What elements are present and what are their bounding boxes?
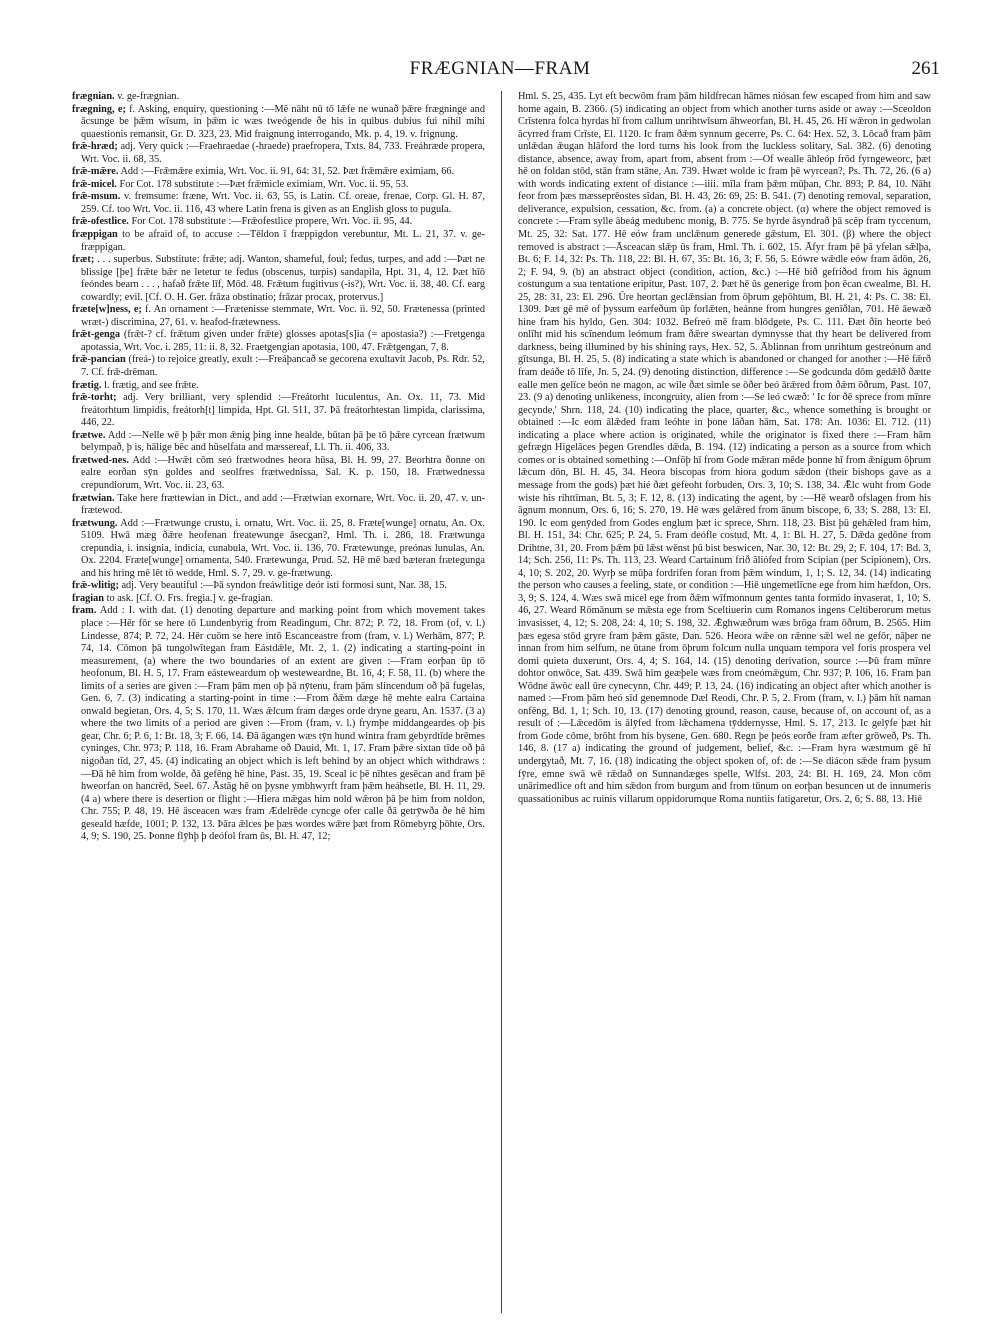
entry-headword: frǣ-pancian xyxy=(72,354,126,366)
entry-headword: frægnian. xyxy=(72,91,115,102)
page-number: 261 xyxy=(911,58,940,79)
dictionary-entry xyxy=(72,354,485,379)
dictionary-entry xyxy=(72,91,485,104)
entry-text: (freá-) to rejoice greatly, exult :—Freáþancað se gecorena exultavit Jacob, Ps. Rdr. 52, 7. Cf. frǣ-drēman. xyxy=(81,354,485,379)
entry-headword: fram. xyxy=(72,605,97,617)
entry-headword: frætwed-nes. xyxy=(72,454,129,466)
entry-text: l. frætig, and see frǣte. xyxy=(104,379,199,391)
entry-text: to be afraid of, to accuse :—Tēldon ī fræppigdon verebuntur, Mt. L. 21, 37. v. ge-fræppigan. xyxy=(81,229,485,253)
entry-text: Add :—Frǣmǣre eximia, Wrt. Voc. ii. 91, 64: 31, 52. Þæt frǣmǣre eximiam, 66. xyxy=(120,166,455,178)
dictionary-entry xyxy=(72,392,485,430)
entry-text: f. An ornament :—Frætenisse stemmate, Wrt. Voc. ii. 92, 50. Frætenessa (printed wræt-) discrimina, 27, 61. v. heafod-frætewness. xyxy=(81,304,485,328)
entry-headword: fræte[w]ness, e; xyxy=(72,304,142,316)
entry-headword: fragian xyxy=(72,592,105,604)
entry-text: Hml. S. 25, 435. Lyt eft becwōm fram þām hildfrecan hāmes niósan few escaped from him and saw home again, B. 2366. (5) indicating an object from which another turns aside or away :—Sceoldon Crīstenra folca hyrdas hī from callum unrihtwīsum āhweorfan, Bl. H. 45, 26. Hī wǣron in gedwolan ācyrred fram Crīste, El. 1120. Ic fram ðǣm synnum gecerre, Ps. C. 64: Hex. 52, 3. Lōcað fram þām unlǣdan ǣugan hlāford the lord turns his look from the luckless solitary, Sal. 382. (6) denoting distance, absence, away from, apart from, absent from :—Of wealle āhleóp frōd fyrngeweorc, þæt hē on foldan stōd, stān fram stāne, An. 739. Hwæt wolde ic fram þē wyrcean?, Ps. Th. 72, 26. (6 a) with words indicating extent of distance :—iiii. mīla fram þǣm mūþan, Chr. 893; P. 84, 10. Nāht feor from þæs mæsseprēostes sīdan, Bl. H. 43, 26: 69, 25: B. 541. (7) denoting removal, separation, deliverance, expulsion, cessation, &c. from. (a) a concrete object. (α) where the object removed is concrete :—Fram sylle ābeág medubenc monig, B. 775. Se hyrde āsyndrað þā scēp fram tyccenum, Mt. 25, 32: Sat. 177. Hē eów fram unclǣnum generede gǣstum, El. 301. (β) where the object removed is abstract :—Āsceacan slǣp ūs fram, Hml. Th. i. 602, 15. Āfyr fram þē þā yfelan sǣlþa, Bt. 6; F. 14, 32: Ps. Th. 118, 22: Bl. H. 67, 35: Bt. 16, 3; F. 56, 5. Eówre wǣdle eów fram ādōn, 26, 2; F. 94, 9. (b) an abstract object (condition, action, &c.) :—Hē bið gefriðod from his āgnum costungum a sua tentatione eripitur, Past. 107, 2. Þæt hē ūs generige from þon ēcan cwealme, Bl. H. 25, 28: 31, 23: El. 296. Ūre heortan geclǣnsian from ōþrum geþōhtum, Bl. H. 21, 4: Ps. C. 38: El. 1309. Þæt gē mē of þyssum earfeðum ūp forlǣten, heánne from hungres genīðlan, 701. Hē āewæð hine fram his hyldo, Gen. 304: 1032. Befreó mē fram blōdgete, Ps. C. 111. Ðæt ðīn heorte beó onlīht mid his scīnendum leómum fram ðǣre sweartan dymnysse that thy heart be delivered from darkness, being illumined by his shining rays, Hex. 52, 5. Āblinnan from unrihtum gestreónum and gītsunga, Bl. H. 25, 5. (8) indicating a state which is abandoned or changed for another :—Hē fǣrð fram deáðe tō līfe, Jn. 5, 24. (9) denoting distinction, difference :—Se godcunda dōm gedǣlð ðætte ealle men gelīce beón ne magon, ac wile ðæt simle se ōðer beó ārǣred from ðǣm ōðrum, Past. 107, 23. (9 a) denoting unlikeness, incongruity, alien from :—Se leó cwæð: ' Ic for ðē sprece from mīnre gecynde,' Shrn. 118, 24. (10) indicating the place, quarter, &c., whence something is brought or obtained :—Ic eom ālǣded fram leóhte in þone lāðan hām, Sat. 178: An. 1036: El. 712. (11) indicating a place where action is originated, while the originator is fixed there :—Fram hām gefrægn Higelāces þegen Grendles dǣda, B. 194. (12) indicating a person as a source from which comes or is obtained something :—Onfōþ hī from Gode mǣran mēde þonne hī from ǣnigum ōþrum lǣcum dōn, Bl. H. 45, 34. Heora biscopas from hiora godum sǣdon (their bishops gave as a message from the gods) þæt hié ðæt gefeoht forbuden, Ors. 3, 10; S. 138, 34. Ǣlc wuht from Gode wiste his rihttīman, Bt. 5, 3; F. 12, 8. (13) indicating the agent, by :—Hē wearð ofslagen from his āgnum monnum, Ors. 6, 16; S. 270, 19. Hē wæs gelǣred from ānum biscope, 6, 33; S. 288, 13: El. 190. Ic eom genȳded from Godes englum þæt ic sprece, Shrn. 118, 23. Bist þū gehǣled fram him, Bl. H. 151, 34: Chr. 625; P. 24, 5. Fram deófle costud, Mt. 4, 1: Bl. H. 27, 5. Dǣda gedōne from Drihtne, 31, 20. From þǣm þū lǣst wēnst þū bist beswicen, Nar. 30, 12: Bt. 29, 2; F. 104, 17: Bd. 3, 14; Sch. 256, 11: Ps. Th. 113, 23. Weard Cartainum frið āliófed from Scipian (per Scipionem), Ors. 4, 10; S. 202, 20. Wyrþ se mūþa fordrifen foran from þǣm windum, 1, 1; S. 12, 34. (14) indicating the person who causes a feeling, state, or condition :—Hiē ungemetlīcne ege from him hæfdon, Ors. 3, 9; S. 124, 4. Wæs swā micel ege from ðǣm wīfmonnum gentes tanta formido invaserat, 1, 10; S. 46, 27. Weard Rōmānum se mǣsta ege from Sceltiuerin cum Romanos ingens Celtiberorum metus invasisset, 4, 12; S. 208, 24: 4, 10; S. 198, 32. Ǣghwæðrum wæs brōga fram ōðrum, B. 2565. Him þæs egesa stōd gryre fram þǣm gāste, Dan. 526. Heora wǣe on rǣnne sǣl wel ne gefōr, nāþer ne innan from him selfum, ne ūtane from ōþrum folcum nulla unquam tempora vel foris prospera vel domi quieta duxerunt, Ors. 4, 4; S. 164, 14. (15) denoting derivation, source :—Þū fram mīnre dohtor onwōce, Sat. 439. Swā him geæþele wæs from cneómǣgum, Chr. 937; P. 106, 16. Fram þan Wōdne āwōc eall ūre cynecynn, Chr. 449; P. 13, 24. (16) indicating an object after which another is named :—From þām heó sīd genemnode Dæl Reodi, Chr. P. 5, 2. From (fram, v. l.) þām hīt naman onfēng, Bd. 1, 1; Sch. 10, 13. (17) denoting ground, reason, cause, because of, on account of, as a result of :—Lǣcedōm is ālȳfed from lǣchamena tȳddernysse, Hml. S. 17, 213. Ic gelȳfe þæt hit from Gode cōme, brōht from his bysene, Gen. 680. Regn þe þeós eorðe fram æfter grōweð, Ps. Th. 146, 8. (17 a) indicating the ground of judgement, belief, &c. :—Fram hyra wæstmum gē hī undergytað, Mt. 7, 16. (18) indicating the object spoken of, of: de :—Se diácon sǣde fram þysum fȳre, emne swā wē rǣdað on Sunnandæges spelle, Wlfst. 203, 24: Bl. H. 169, 24. Mon cōm unārimedlice oft and him sǣdon from burgum and from tūnum on eorþan besuncen ut de innumeris quassationibus ac ruinis villarum oppidorumque Roma nuntiis fatigaretur, Ors. 2, 6; S. 88, 13. Hiē xyxy=(518,91,931,805)
entry-headword: frǣt-genga xyxy=(72,329,121,341)
entry-headword: fræt; xyxy=(72,254,95,266)
dictionary-entry xyxy=(72,229,485,254)
entry-text: Take here frættewian in Dict., and add :—Frætwian exornare, Wrt. Voc. ii. 20, 47. v. un-frætewod. xyxy=(81,492,485,517)
entry-text: . . . superbus. Substitute: frǣte; adj. Wanton, shameful, foul; fedus, turpes, and add :—Þæt ne blissige [þe] frǣte bǣr ne letetur te fedus (obscenus, turpis) sandapila, Hpt. 31, 4, 12. Þæt hīō feóndes bearn . . . , hafað frǣte līf, Mōd. 48. Frǣtum fugitivus (-is?), Wrt. Voc. ii. 38, 40. Cf. earg cowardly; evil. [Cf. O. H. Ger. frāza obstinatio; frāzar procax, protervus.] xyxy=(81,254,485,303)
left-column xyxy=(72,91,485,1316)
entry-headword: frætig. xyxy=(72,379,102,391)
dictionary-entry xyxy=(72,593,485,606)
dictionary-entry xyxy=(518,91,931,806)
entry-text: For Cot. 178 substitute :—Þæt frǣmicle eximiam, Wrt. Voc. ii. 95, 53. xyxy=(119,178,409,190)
dictionary-entry xyxy=(72,104,485,142)
dictionary-entry xyxy=(72,304,485,329)
entry-text: adj. Very quick :—Fraehraedae (-hraede) praefropera, Txts. 84, 733. Freáhræde propera, Wrt. Voc. ii. 68, 35. xyxy=(81,141,485,165)
entry-text: Add :—Frætwunge crustu, i. ornatu, Wrt. Voc. ii. 25, 8. Fræte[wunge] ornatu, An. Ox. 5109. Hwā mæg ðǣre heofenan freatewunge āsecgan?, Hml. Th. i. 286, 18. Frætwunga crepundia, i. insignia, indicia, cunabula, Wrt. Voc. ii. 136, 70. Frætewunge, preónas lunulas, An. Ox. 2204. Fræte[wunge] ornamenta, 540. Frætewunga, Prud. 52. Hē mē bæd bæteran frætegunga and his hring mē lēt tō wedde, Hml. S. 7, 29. v. ge-frætwung. xyxy=(81,517,485,579)
dictionary-entry xyxy=(72,455,485,493)
entry-headword: fræppigan xyxy=(72,229,118,241)
entry-text: (frǣt-? cf. frǣtum given under frǣte) glosses apotas[s]ia (= apostasia?) :—Fretgenga apotassia, Wrt. Voc. i. 285, 11: ii. 8, 32. Fraetgengian apotasia, 100, 47. Frǣtgengan, 7, 8. xyxy=(81,329,485,353)
entry-text: Add :—Nelle wē þ þǣr mon ǣnig þing inne healde, būtan þā þe tō þǣre cyrcean frætwum belympað, þ is, hālige bēc and hūselfata and mæssereaf, Ll. Th. ii. 406, 33. xyxy=(81,429,485,454)
entry-text: adj. Very beautiful :—Þā syndon freáwlitige deór isti formosi sunt, Nar. 38, 15. xyxy=(121,580,448,592)
entry-headword: frǣ-mǣre. xyxy=(72,166,119,178)
entry-headword: frætwung. xyxy=(72,517,118,529)
dictionary-entry xyxy=(72,329,485,354)
entry-headword: frætwe. xyxy=(72,429,106,441)
dictionary-entry xyxy=(72,605,485,843)
running-head: FRÆGNIAN—FRAM xyxy=(409,58,591,79)
dictionary-entry xyxy=(72,191,485,216)
entry-headword: frætwian. xyxy=(72,492,115,504)
dictionary-entry xyxy=(72,254,485,304)
column-divider xyxy=(501,91,502,1313)
entry-text: to ask. [Cf. O. Frs. fregia.] v. ge-fragian. xyxy=(106,592,273,604)
dictionary-entry xyxy=(72,430,485,455)
entry-text: Add :—Hwǣt cōm seó frætwodnes heora hūsa, Bl. H. 99, 27. Beorhtra ðonne on ealre eorðan sȳn goldes and seolfres frætwednissa, Sal. K. p. 150, 18. Frætwednessa crepundiorum, Wrt. Voc. ii. 23, 63. xyxy=(81,454,485,491)
two-column-body xyxy=(72,91,930,1316)
entry-text: v. ge-frægnian. xyxy=(117,91,180,102)
entry-text: f. Asking, enquiry, questioning :—Mē nāht nū tō lǣfe ne wunað þǣre frægninge and ācsunge be þǣm wīsum, in þǣm ic wæs tweógende ðe his in quibus dubius fui nihil mihi quaestionis remansit, Gr. D. 323, 23. Mid fraignung interrogando, Mk. p. 4, 19. v. frignung. xyxy=(81,103,485,140)
dictionary-entry xyxy=(72,518,485,581)
dictionary-entry xyxy=(72,141,485,166)
entry-headword: frǣ-torht; xyxy=(72,392,117,404)
entry-text: v. fremsume: fræne, Wrt. Voc. ii. 63, 55, is Latin. Cf. oreae, frenae, Corp. Gl. H. 87, 259. Cf. too Wrt. Voc. ii. 116, 43 where Latin frena is given as an English gloss to pugula. xyxy=(81,191,485,215)
entry-headword: frǣ-ofestlice. xyxy=(72,216,129,228)
entry-text: adj. Very brilliant, very splendid :—Freátorht luculentus, An. Ox. 11, 73. Mid freátorhtum limpidis, freátorh[t] limpida, Hpt. Gl. 511, 37. Þā freátorhtestan limpida, clarissima, 446, 22. xyxy=(81,392,485,429)
dictionary-entry xyxy=(72,380,485,393)
entry-headword: frægning, e; xyxy=(72,103,126,115)
entry-text: Add : I. with dat. (1) denoting departure and marking point from which movement takes place :—Hēr fōr se here tō Lundenbyrig from Readingum, Chr. 872; P. 72, 18. From (of, v. l.) Lindesse, 874; P. 72, 24. Hēr cuōm se here intō Escanceastre from (fram, v. l.) Werhām, 877; P. 74, 14. Cōmon þā tungolwītegan fram Eástdǣle, Mt. 2, 1. (2) indicating a starting-point in measurement, (a) where the two boundaries of an extent are given :—Fram eorþan ūp tō heofonum, Bl. H. 5, 17. Fram eásteweardum oþ westeweardne, Bt. 16, 4; F. 58, 11. (b) where the limits of a series are given :—Fram þām men oþ þā nȳtenu, fram þām slincendum oð þā fugelas, Gen. 6, 7. (3) indicating a starting-point in time :—From ðǣm dæge hē mehte ealra Cartaina onwald begietan, Ors. 4, 5; S. 170, 11. Wæs ǣlcum fram dæges orde dryne gearu, An. 1537. (3 a) where the two limits of a period are given :—From (fram, v. l.) frymþe middangeardes oþ þis gear, Chr. 6; P. 6, 1: Bt. 18, 3; F. 66, 14. Ðā āgangen wæs tȳn hund wintra fram gebyrdtīde brēmes cyninges, Chr. 973; P. 118, 16. Fram Abrahame oð Dauid, Mt. 1, 17. Fram þǣre sixtan tīde oð þā nigoðan tīd, 27, 45. (4) indicating an object which is left behind by an object which withdraws :—Ðā hē him from wolde, ðā gefēng hē hine, Past. 35, 19. Sceal ic þē nīhtes gesēcan and fram þē hweorfan on hancrēd, Seel. 67. Āstāg hē on þysne ymbhwyrft fram þǣm heáhsetle, Bl. H. 11, 29. (4 a) where there is desertion or flight :—Hiera mǣgas him nold wǣron þā þe him from noldon, Chr. 755; P. 48, 19. Hē āsceacen wæs fram Ædelrēde cyncge ofer calle ðā getrȳwða ðe hē him geseald hæfde, 1001; P. 132, 13. Þāra ǣlces þe þæs wordes wǣre þæt from Rōmebyrg þōhte, Ors. 4, 9; S. 190, 25. Þonne flȳhþ þ deófol fram ūs, Bl. H. 47, 12; xyxy=(81,605,485,843)
dictionary-entry xyxy=(72,216,485,229)
right-column xyxy=(518,91,931,1316)
entry-text: For Cot. 178 substitute :—Frǣofestlice propere, Wrt. Voc. ii. 95, 44. xyxy=(131,216,413,228)
dictionary-entry xyxy=(72,166,485,179)
entry-headword: frǣ-wlitig; xyxy=(72,580,119,592)
dictionary-entry xyxy=(72,493,485,518)
entry-headword: frǣ-msum. xyxy=(72,191,121,203)
page-header xyxy=(60,58,940,84)
entry-headword: frǣ-micel. xyxy=(72,178,117,190)
dictionary-entry xyxy=(72,580,485,593)
entry-headword: frǣ-hræd; xyxy=(72,141,118,153)
dictionary-entry xyxy=(72,179,485,192)
